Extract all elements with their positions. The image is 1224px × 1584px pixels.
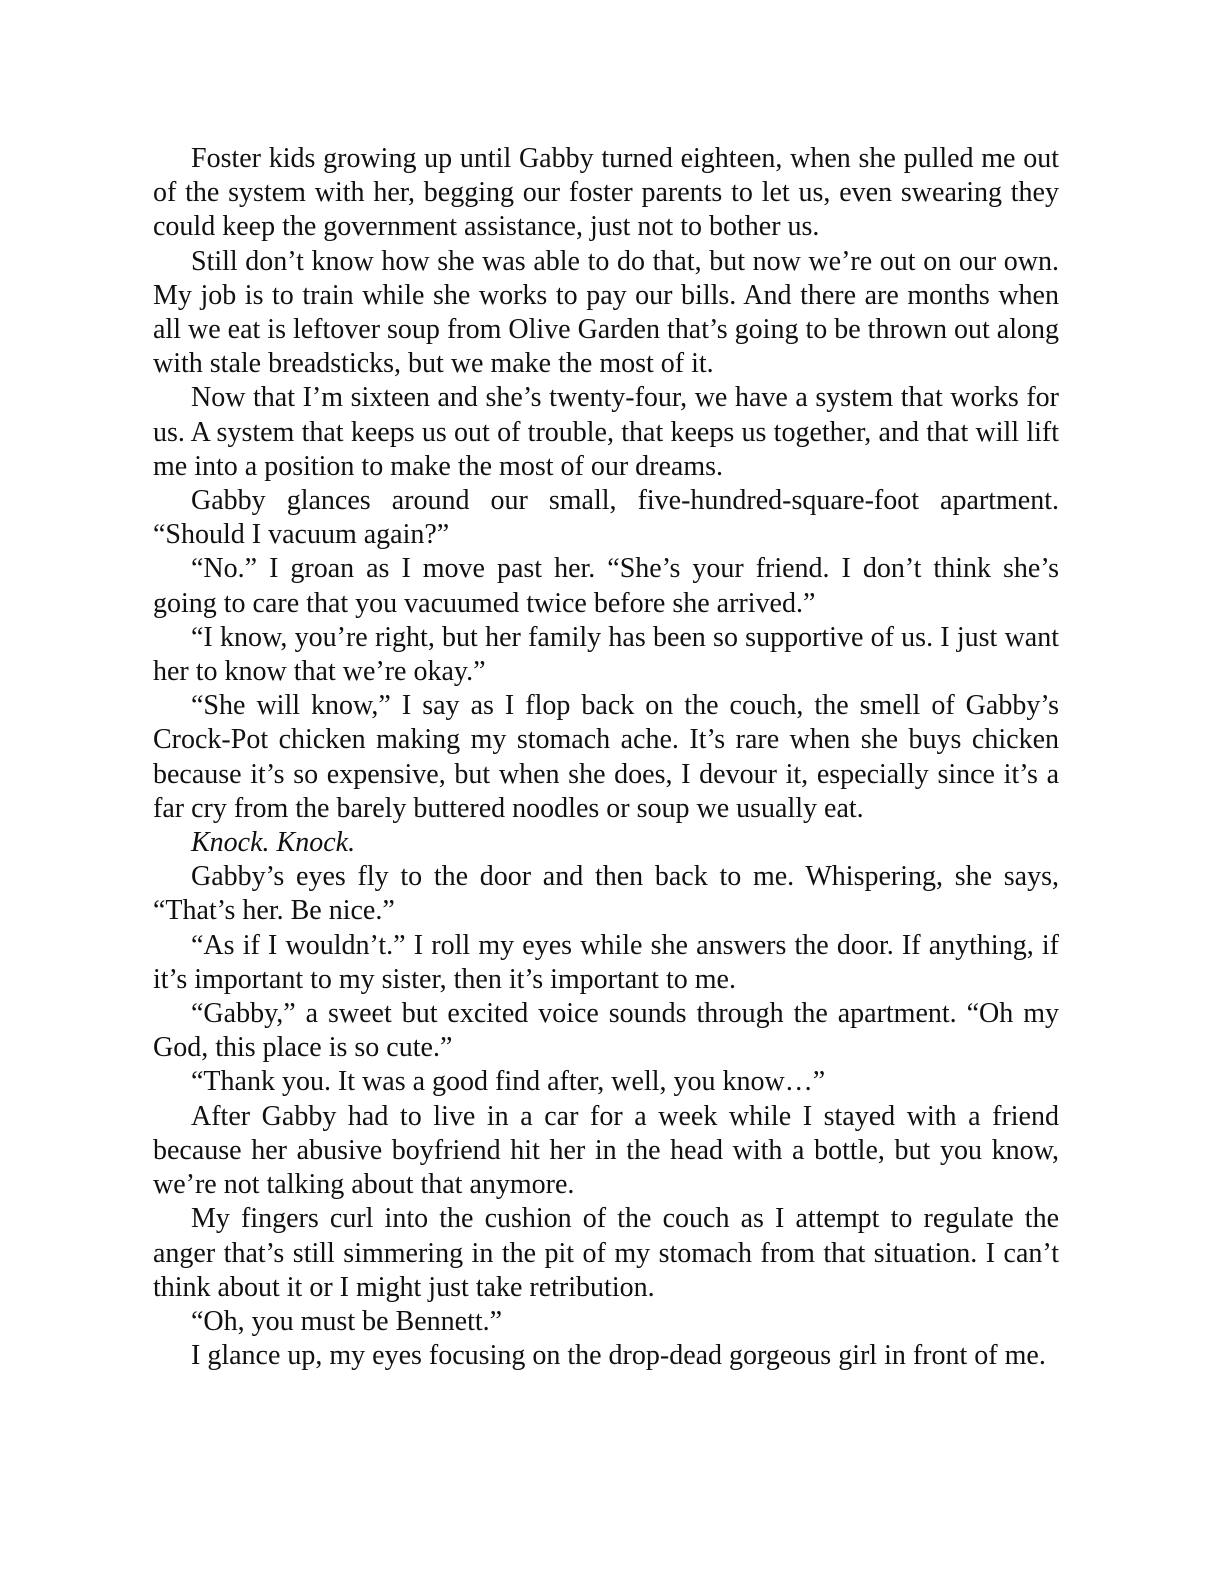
paragraph: “I know, you’re right, but her family has been so supportive of us. I just want her to know that we’re okay.” [153, 621, 1059, 688]
paragraph: “Oh, you must be Bennett.” [191, 1305, 503, 1337]
document-page [153, 142, 1059, 1373]
paragraph: After Gabby had to live in a car for a week while I stayed with a friend because her abusive boyfriend hit her in the head with a bottle, but you know, we’re not talking about that anymore. [153, 1100, 1059, 1201]
paragraph-italic: Knock. Knock. [191, 827, 356, 859]
paragraph: “Gabby,” a sweet but excited voice sounds through the apartment. “Oh my God, this place is so cute.” [153, 998, 1059, 1064]
paragraph: Foster kids growing up until Gabby turned eighteen, when she pulled me out of the system with her, begging our foster parents to let us, even swearing they could keep the government assistance, just not to bother us. [153, 143, 1059, 243]
paragraph: Now that I’m sixteen and she’s twenty-four, we have a system that works for us. A system that keeps us out of trouble, that keeps us together, and that will lift me into a position to make the most of our dreams. [153, 382, 1059, 482]
paragraph: Gabby glances around our small, five-hundred-square-foot apartment. “Should I vacuum again?” [153, 485, 1059, 551]
paragraph: Still don’t know how she was able to do that, but now we’re out on our own. My job is to train while she works to pay our bills. And there are months when all we eat is leftover soup from Olive Garden that’s going to be thrown out along with stale breadsticks, but we make the most of it. [153, 245, 1059, 380]
paragraph: My fingers curl into the cushion of the couch as I attempt to regulate the anger that’s still simmering in the pit of my stomach from that situation. I can’t think about it or I might just take retribution. [153, 1203, 1059, 1303]
paragraph: “No.” I groan as I move past her. “She’s your friend. I don’t think she’s going to care that you vacuumed twice before she arrived.” [153, 553, 1059, 619]
paragraph: “As if I wouldn’t.” I roll my eyes while she answers the door. If anything, if it’s important to my sister, then it’s important to me. [153, 929, 1059, 995]
paragraph: Gabby’s eyes fly to the door and then back to me. Whispering, she says, “That’s her. Be nice.” [153, 861, 1059, 927]
paragraph: “Thank you. It was a good find after, well, you know…” [191, 1066, 826, 1098]
paragraph: “She will know,” I say as I flop back on the couch, the smell of Gabby’s Crock-Pot chicken making my stomach ache. It’s rare when she buys chicken because it’s so expensive, but when she does, I devour it, especially since it’s a far cry from the barely buttered noodles or soup we usually eat. [153, 690, 1059, 824]
paragraph: I glance up, my eyes focusing on the drop-dead gorgeous girl in front of me. [191, 1340, 1046, 1372]
